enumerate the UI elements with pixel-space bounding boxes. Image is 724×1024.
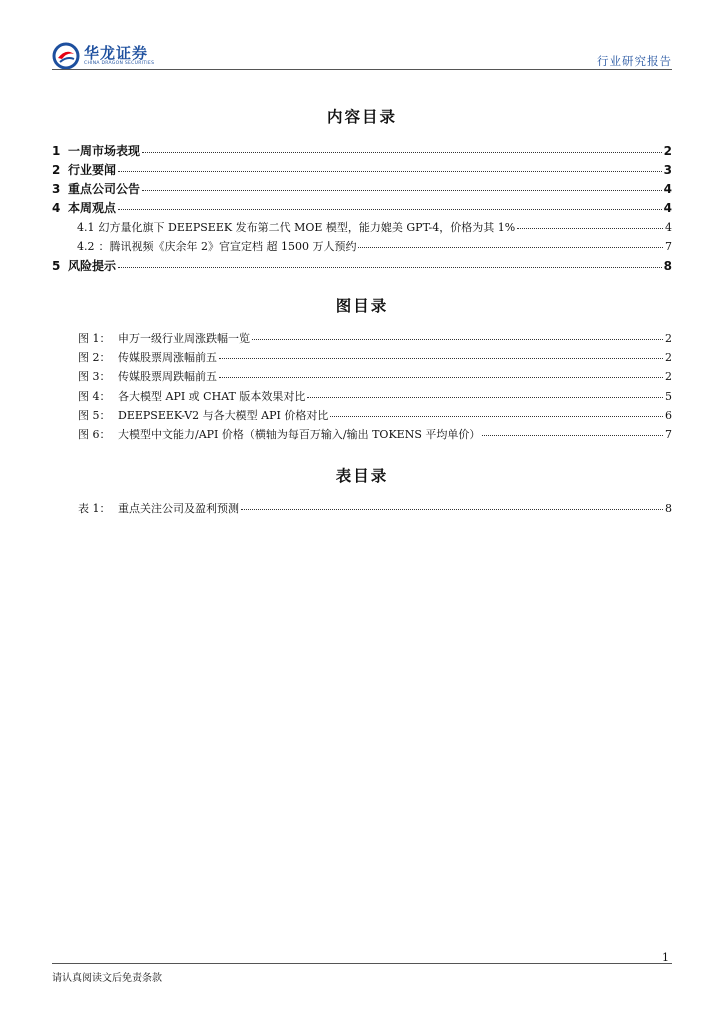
toc-entry-number: 4.2 (77, 240, 95, 253)
figure-entry[interactable] (78, 388, 672, 404)
dot-leader (142, 190, 662, 191)
toc-entry[interactable] (52, 161, 672, 178)
footer-divider (52, 963, 672, 964)
table-entry[interactable] (78, 500, 672, 516)
figure-entry-label: DEEPSEEK-V2 与各大模型 API 价格对比 (118, 409, 329, 422)
toc-entry-number: 4 (52, 201, 61, 215)
toc-entry[interactable] (52, 257, 672, 274)
toc-entry-number: 5 (52, 259, 61, 273)
figure-entry-label: 申万一级行业周涨跌幅一览 (118, 332, 250, 345)
page-number: 1 (662, 951, 669, 964)
figure-entry[interactable] (78, 426, 672, 442)
figure-entry-number: 图 6： (78, 428, 111, 441)
report-type-label: 行业研究报告 (597, 54, 672, 68)
toc-entry-label: 重点公司公告 (68, 182, 141, 196)
toc-entry-label: 风险提示 (68, 259, 117, 273)
figure-entry[interactable] (78, 330, 672, 346)
figure-entry-number: 图 3： (78, 370, 111, 383)
logo-name-cn: 华龙证券 (84, 44, 149, 62)
toc-entry-page: 4 (665, 221, 672, 234)
toc-entry-label: 本周观点 (68, 201, 117, 215)
dot-leader (118, 171, 662, 172)
figure-entry-page: 2 (665, 370, 672, 383)
toc-entry-page: 8 (663, 259, 672, 273)
toc-entry[interactable] (52, 142, 672, 159)
table-list-title: 表目录 (335, 467, 389, 485)
figure-entry-page: 7 (665, 428, 672, 441)
figure-entry-page: 2 (665, 332, 672, 345)
toc-entry-page: 7 (665, 240, 672, 253)
table-entry-label: 重点关注公司及盈利预测 (118, 502, 239, 515)
figure-entry-number: 图 1： (78, 332, 111, 345)
dot-leader (219, 377, 663, 378)
figure-entry-number: 图 2： (78, 351, 111, 364)
toc-entry-page: 4 (663, 201, 672, 215)
figure-entry-page: 5 (665, 390, 672, 403)
dot-leader (517, 228, 663, 229)
dot-leader (252, 339, 663, 340)
dot-leader (482, 435, 663, 436)
dot-leader (118, 209, 662, 210)
toc-subentry[interactable] (77, 219, 672, 235)
dot-leader (307, 397, 663, 398)
figure-entry[interactable] (78, 349, 672, 365)
toc-entry-number: 2 (52, 163, 61, 177)
toc-entry-page: 2 (663, 144, 672, 158)
toc-entry-number: 4.1 (77, 221, 95, 234)
figure-entry-page: 6 (665, 409, 672, 422)
dot-leader (142, 152, 662, 153)
figure-entry[interactable] (78, 368, 672, 384)
toc-entry[interactable] (52, 180, 672, 197)
figure-entry-label: 大模型中文能力/API 价格（横轴为每百万输入/输出 TOKENS 平均单价） (118, 428, 481, 441)
page-header (52, 40, 672, 72)
toc-entry-page: 3 (663, 163, 672, 177)
header-divider (52, 69, 672, 70)
toc-entry[interactable] (52, 199, 672, 216)
table-entry-number: 表 1： (78, 502, 111, 515)
figure-list-title: 图目录 (335, 297, 389, 315)
figure-entry-label: 传媒股票周跌幅前五 (118, 370, 217, 383)
toc-subentry[interactable] (77, 238, 672, 254)
toc-entry-number: 1 (52, 144, 61, 158)
toc-entry-label: 幻方量化旗下 DEEPSEEK 发布第二代 MOE 模型，能力媲美 GPT-4，价格为其 1% (98, 221, 516, 234)
dot-leader (219, 358, 663, 359)
figure-entry-page: 2 (665, 351, 672, 364)
toc-entry-number: 3 (52, 182, 61, 196)
figure-entry-label: 传媒股票周涨幅前五 (118, 351, 217, 364)
table-entry-page: 8 (665, 502, 672, 515)
figure-entry-number: 图 4： (78, 390, 111, 403)
dot-leader (241, 509, 663, 510)
disclaimer-note: 请认真阅读文后免责条款 (52, 973, 162, 984)
dot-leader (118, 267, 662, 268)
figure-entry-label: 各大模型 API 或 CHAT 版本效果对比 (118, 390, 306, 403)
company-logo (52, 42, 154, 70)
toc-title: 内容目录 (326, 108, 397, 126)
figure-entry[interactable] (78, 407, 672, 423)
toc-entry-page: 4 (663, 182, 672, 196)
figure-entry-number: 图 5： (78, 409, 111, 422)
dot-leader (358, 247, 663, 248)
dragon-logo-icon (52, 42, 80, 70)
toc-entry-label: 一周市场表现 (68, 144, 141, 158)
dot-leader (330, 416, 663, 417)
toc-entry-label: ：腾讯视频《庆余年 2》官宣定档 超 1500 万人预约 (98, 240, 357, 253)
logo-name-en: CHINA DRAGON SECURITIES (84, 61, 155, 66)
toc-entry-label: 行业要闻 (68, 163, 117, 177)
